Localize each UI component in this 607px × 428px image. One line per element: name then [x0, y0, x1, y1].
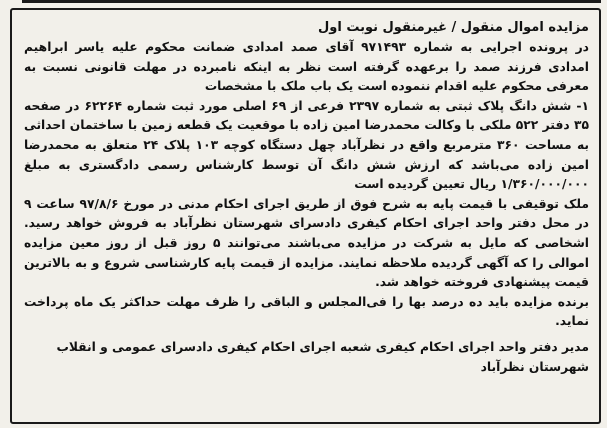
intro-paragraph: در پرونده اجرایی به شماره ۹۷۱۴۹۳ آقای صمد امدادی ضمانت محکوم علیه یاسر ابراهیم امدادی فرزند صمد را برعهده گرفته است نظر به اینکه نامبرده در مهلت قانونی نسبت به معرفی محکوم علیه اقدام ننموده است یک باب ملک با مشخصات [24, 40, 589, 94]
signature-block: مدیر دفتر واحد اجرای احکام کیفری شعبه اجرای احکام کیفری دادسرای عمومی و انقلاب شهرستان نظرآباد [56, 339, 589, 374]
payment-terms-paragraph: برنده مزایده باید ده درصد بها را فی‌المجلس و الباقی را ظرف مهلت حداکثر یک ماه پرداخت نماید. [24, 294, 589, 329]
notice-title: مزایده اموال منقول / غیرمنقول نوبت اول [317, 20, 589, 35]
top-border-rule [22, 0, 601, 3]
property-item-1: ۱- شش دانگ پلاک ثبتی به شماره ۲۳۹۷ فرعی از ۶۹ اصلی مورد ثبت شماره ۶۲۲۶۴ در صفحه ۳۵ دفتر ۵۲۲ ملکی با وکالت محمدرضا امین زاده با موقعیت یک قطعه زمین با ساختمان احداثی به مساحت ۳۶۰ مترمربع واقع در نظرآباد چهل دستگاه کوچه ۱۰۳ پلاک ۲۴ متعلق به محمدرضا امین زاده می‌باشد که ارزش شش دانگ آن توسط کارشناس رسمی دادگستری به مبلغ ۱/۳۶۰/۰۰۰/۰۰۰ ریال تعیین گردیده است [24, 98, 590, 192]
auction-terms-paragraph: ملک توقیفی با قیمت پایه به شرح فوق از طریق اجرای احکام مدنی در مورخ ۹۷/۸/۶ ساعت ۹ در محل دفتر واحد اجرای احکام کیفری دادسرای شهرستان نظرآباد به فروش خواهد رسید. اشخاصی که مایل به شرکت در مزایده می‌باشند می‌توانند ۵ روز قبل از روز معین مزایده اموالی را که آگهی گردیده ملاحظه نمایند. مزایده از قیمت پایه کارشناسی شروع و به بالاترین قیمت پیشنهادی فروخته خواهد شد. [24, 196, 590, 290]
notice-frame [10, 8, 601, 424]
